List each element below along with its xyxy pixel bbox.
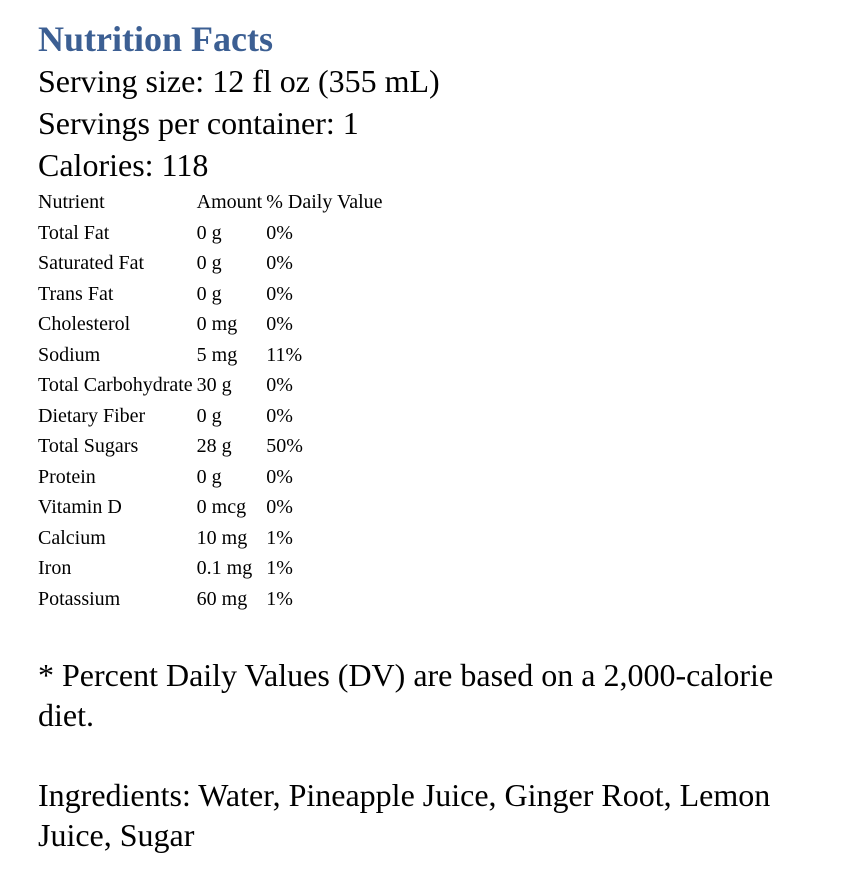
table-row — [36, 431, 385, 462]
serving-size: Serving size: 12 fl oz (355 mL) — [38, 63, 440, 99]
nutrient-name: Total Fat — [38, 221, 110, 244]
nutrient-amount: 28 g — [196, 435, 232, 458]
nutrient-amount: 5 mg — [196, 343, 238, 366]
nutrient-daily-value: 0% — [266, 221, 293, 244]
table-row — [36, 340, 385, 371]
ingredients-list: Ingredients: Water, Pineapple Juice, Ginger Root, Lemon Juice, Sugar — [38, 777, 771, 853]
table-row — [36, 492, 385, 523]
nutrient-amount: 0 g — [196, 252, 222, 275]
table-row — [36, 370, 385, 401]
nutrient-daily-value: 1% — [266, 526, 293, 549]
nutrient-daily-value: 0% — [266, 404, 293, 427]
nutrient-name: Trans Fat — [38, 282, 114, 305]
table-row — [36, 584, 385, 615]
table-row — [36, 523, 385, 554]
nutrient-name: Calcium — [38, 526, 106, 549]
nutrient-name: Iron — [38, 557, 72, 580]
nutrient-name: Vitamin D — [38, 496, 122, 519]
nutrient-name: Protein — [38, 465, 96, 488]
daily-value-footnote: * Percent Daily Values (DV) are based on a 2,000-calorie diet. — [38, 657, 774, 733]
nutrient-daily-value: 0% — [266, 374, 293, 397]
column-header-nutrient: Nutrient — [38, 191, 105, 214]
nutrient-amount: 10 mg — [196, 526, 248, 549]
nutrient-amount: 0 g — [196, 282, 222, 305]
table-row — [36, 279, 385, 310]
nutrient-name: Cholesterol — [38, 313, 131, 336]
table-row — [36, 401, 385, 432]
column-header-daily-value: % Daily Value — [266, 191, 383, 214]
nutrition-facts-title: Nutrition Facts — [38, 19, 273, 59]
calories: Calories: 118 — [38, 147, 209, 183]
nutrient-daily-value: 11% — [266, 343, 303, 366]
nutrient-daily-value: 0% — [266, 496, 293, 519]
nutrient-name: Total Carbohydrate — [38, 374, 193, 397]
table-row — [36, 309, 385, 340]
nutrient-name: Sodium — [38, 343, 101, 366]
nutrient-amount: 30 g — [196, 374, 232, 397]
nutrient-amount: 0.1 mg — [196, 557, 253, 580]
table-row — [36, 248, 385, 279]
nutrient-amount: 0 mcg — [196, 496, 247, 519]
nutrient-daily-value: 1% — [266, 587, 293, 610]
nutrient-name: Saturated Fat — [38, 252, 145, 275]
table-row — [36, 553, 385, 584]
nutrient-amount: 0 g — [196, 465, 222, 488]
nutrient-daily-value: 1% — [266, 557, 293, 580]
nutrient-name: Dietary Fiber — [38, 404, 146, 427]
column-header-amount: Amount — [196, 191, 263, 214]
nutrient-daily-value: 0% — [266, 465, 293, 488]
nutrient-amount: 60 mg — [196, 587, 248, 610]
nutrient-amount: 0 mg — [196, 313, 238, 336]
nutrient-name: Total Sugars — [38, 435, 139, 458]
nutrient-amount: 0 g — [196, 221, 222, 244]
nutrient-amount: 0 g — [196, 404, 222, 427]
nutrient-daily-value: 0% — [266, 282, 293, 305]
table-row — [36, 462, 385, 493]
table-row — [36, 218, 385, 249]
servings-per-container: Servings per container: 1 — [38, 105, 359, 141]
nutrient-daily-value: 0% — [266, 252, 293, 275]
nutrient-name: Potassium — [38, 587, 121, 610]
nutrient-daily-value: 50% — [266, 435, 303, 458]
nutrient-daily-value: 0% — [266, 313, 293, 336]
table-header-row — [36, 187, 385, 218]
nutrient-table — [36, 187, 385, 614]
